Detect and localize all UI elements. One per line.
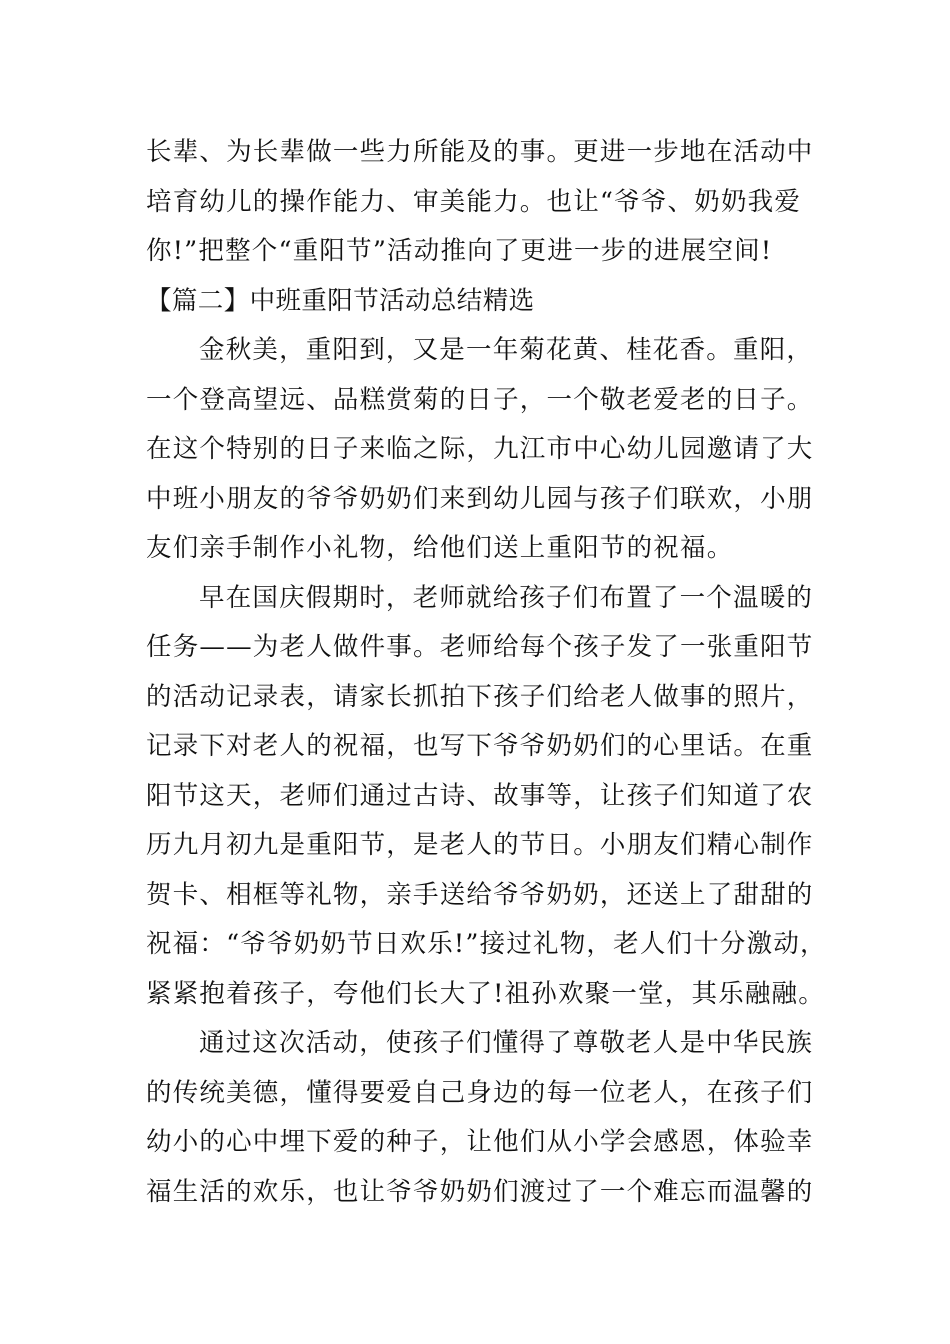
text-line: 紧紧抱着孩子，夸他们长大了!祖孙欢聚一堂，其乐融融。 — [146, 978, 825, 1009]
text-line: 贺卡、相框等礼物，亲手送给爷爷奶奶，还送上了甜甜的 — [146, 879, 814, 910]
text-line: 任务——为老人做件事。老师给每个孩子发了一张重阳节 — [146, 632, 814, 662]
text-line: 的活动记录表，请家长抓拍下孩子们给老人做事的照片， — [146, 681, 814, 712]
text-line: 祝福：“爷爷奶奶节日欢乐!”接过礼物，老人们十分激动， — [146, 929, 827, 959]
text-line: 在这个特别的日子来临之际，九江市中心幼儿园邀请了大 — [146, 434, 814, 464]
text-line: 一个登高望远、品糕赏菊的日子，一个敬老爱老的日子。 — [146, 384, 814, 415]
text-line: 你!”把整个“重阳节”活动推向了更进一步的进展空间! — [146, 236, 773, 266]
text-line: 中班小朋友的爷爷奶奶们来到幼儿园与孩子们联欢，小朋 — [146, 483, 814, 514]
text-line: 阳节这天，老师们通过古诗、故事等，让孩子们知道了农 — [146, 780, 814, 811]
text-line: 的传统美德，懂得要爱自己身边的每一位老人，在孩子们 — [146, 1077, 814, 1108]
text-line: 通过这次活动，使孩子们懂得了尊敬老人是中华民族 — [199, 1028, 814, 1058]
text-line: 福生活的欢乐，也让爷爷奶奶们渡过了一个难忘而温馨的 — [146, 1176, 814, 1207]
text-line: 金秋美，重阳到，又是一年菊花黄、桂花香。重阳， — [199, 335, 814, 365]
text-line: 幼小的心中埋下爱的种子，让他们从小学会感恩，体验幸 — [146, 1127, 814, 1157]
text-line: 培育幼儿的操作能力、审美能力。也让“爷爷、奶奶我爱 — [146, 186, 802, 217]
text-line: 长辈、为长辈做一些力所能及的事。更进一步地在活动中 — [146, 137, 814, 167]
document-body — [146, 128, 826, 1217]
text-line: 历九月初九是重阳节，是老人的节日。小朋友们精心制作 — [146, 830, 814, 860]
text-line: 友们亲手制作小礼物，给他们送上重阳节的祝福。 — [146, 533, 734, 563]
section-heading: 【篇二】中班重阳节活动总结精选 — [146, 285, 535, 316]
text-line: 记录下对老人的祝福，也写下爷爷奶奶们的心里话。在重 — [146, 731, 814, 761]
text-line: 早在国庆假期时，老师就给孩子们布置了一个温暖的 — [199, 582, 814, 613]
